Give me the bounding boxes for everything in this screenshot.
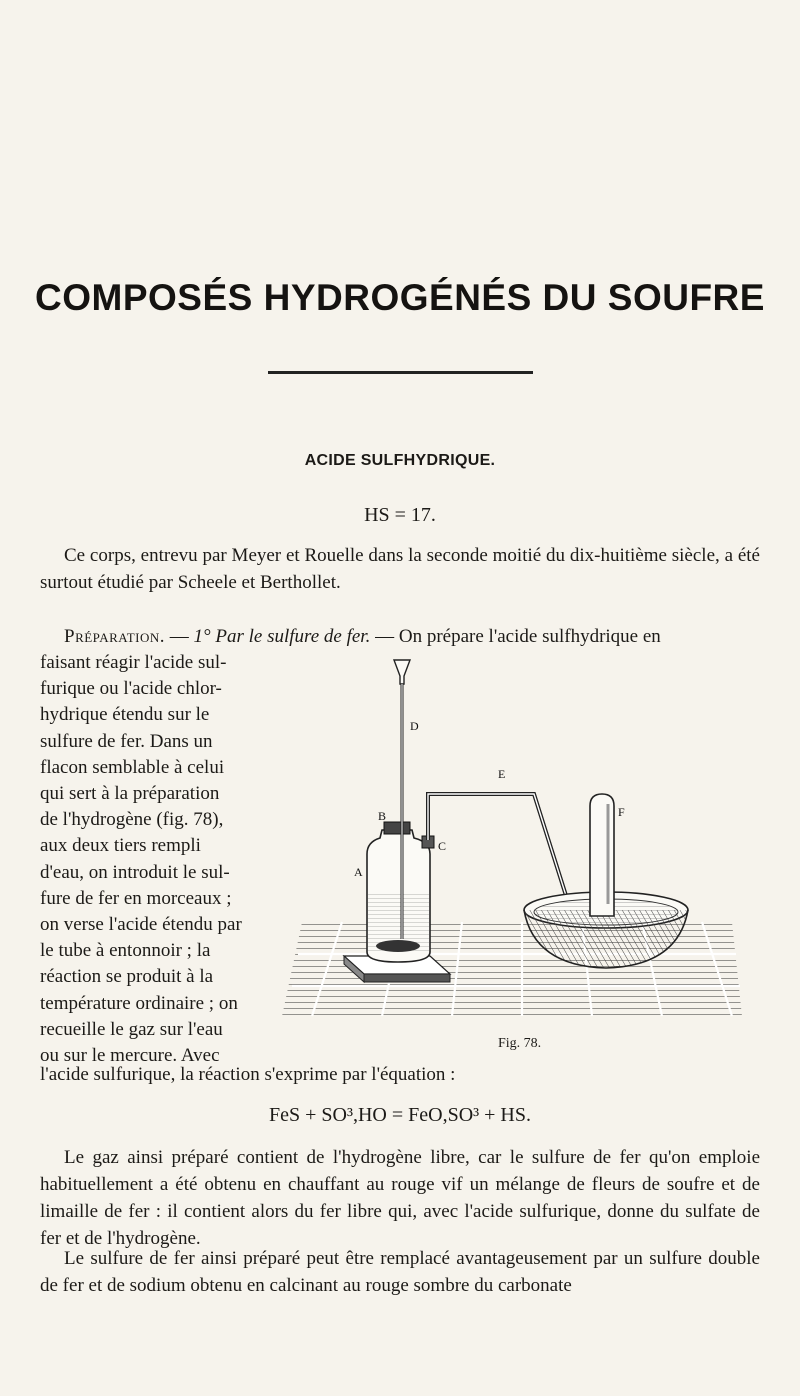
molecular-formula: HS = 17. — [364, 504, 436, 526]
column-line: de l'hydrogène (fig. 78), — [40, 809, 224, 831]
figure-label-d: D — [410, 719, 419, 733]
column-line: réaction se produit à la — [40, 966, 214, 988]
column-line: sulfure de fer. Dans un — [40, 730, 213, 752]
column-line: on verse l'acide étendu par — [40, 914, 242, 936]
column-line: flacon semblable à celui — [40, 756, 225, 778]
figure-label-e: E — [498, 767, 506, 781]
figure-caption: Fig. 78. — [498, 1036, 542, 1051]
column-line: ou sur le mercure. Avec — [40, 1045, 220, 1067]
reaction-equation: FeS + SO³,HO = FeO,SO³ + HS. — [269, 1104, 531, 1126]
chapter-title: COMPOSÉS HYDROGÉNÉS DU SOUFRE — [35, 276, 765, 318]
column-line: le tube à entonnoir ; la — [40, 940, 211, 962]
preparation-label: Préparation. — [64, 626, 166, 647]
column-line: fure de fer en morceaux ; — [40, 887, 232, 909]
column-line: qui sert à la préparation — [40, 783, 220, 805]
equation-intro: l'acide sulfurique, la réaction s'exprime par l'équation : — [40, 1064, 456, 1085]
hydrogen-paragraph: Le gaz ainsi préparé contient de l'hydrogène libre, car le sulfure de fer qu'on emploie habituellement a été obtenu en chauffant au rouge vif un mélange de fleurs de soufre et de limaille de fer : il contient alors du fer libre qui, avec l'acide sulfurique, donne du sulfate de fer et de l'hydrogène. — [40, 1147, 760, 1249]
collecting-tube — [590, 794, 614, 916]
apparatus-figure — [272, 654, 762, 1026]
title-rule — [268, 371, 533, 374]
figure-label-f: F — [618, 805, 625, 819]
figure-label-c: C — [438, 839, 447, 853]
column-line: d'eau, on introduit le sul- — [40, 861, 230, 883]
intro-paragraph: Ce corps, entrevu par Meyer et Rouelle dans la seconde moitié du dix-huitième siècle, a été surtout étudié par Scheele et Berthollet. — [40, 545, 760, 593]
wrapped-text-column — [40, 650, 262, 1069]
figure-label-a: A — [354, 865, 363, 879]
section-subtitle: ACIDE SULFHYDRIQUE. — [304, 452, 496, 469]
column-line: température ordinaire ; on — [40, 992, 238, 1014]
preparation-heading — [40, 623, 760, 650]
preparation-method: 1° Par le sulfure de fer. — [193, 626, 371, 647]
column-line: hydrique étendu sur le — [40, 704, 210, 726]
sodium-sulfide-paragraph: Le sulfure de fer ainsi préparé peut être remplacé avantageusement par un sulfure double de fer et de sodium obtenu en calcinant au rouge sombre du carbonate — [40, 1248, 760, 1296]
preparation-lead: — On prépare l'acide sulfhydrique en — [370, 626, 661, 647]
column-line: faisant réagir l'acide sul- — [40, 652, 227, 673]
column-line: aux deux tiers rempli — [40, 835, 201, 857]
column-line: recueille le gaz sur l'eau — [40, 1018, 223, 1040]
delivery-tube — [428, 794, 568, 902]
preparation-dash: — — [165, 626, 194, 647]
column-line: furique ou l'acide chlor- — [40, 678, 222, 700]
figure-label-b: B — [378, 809, 387, 823]
